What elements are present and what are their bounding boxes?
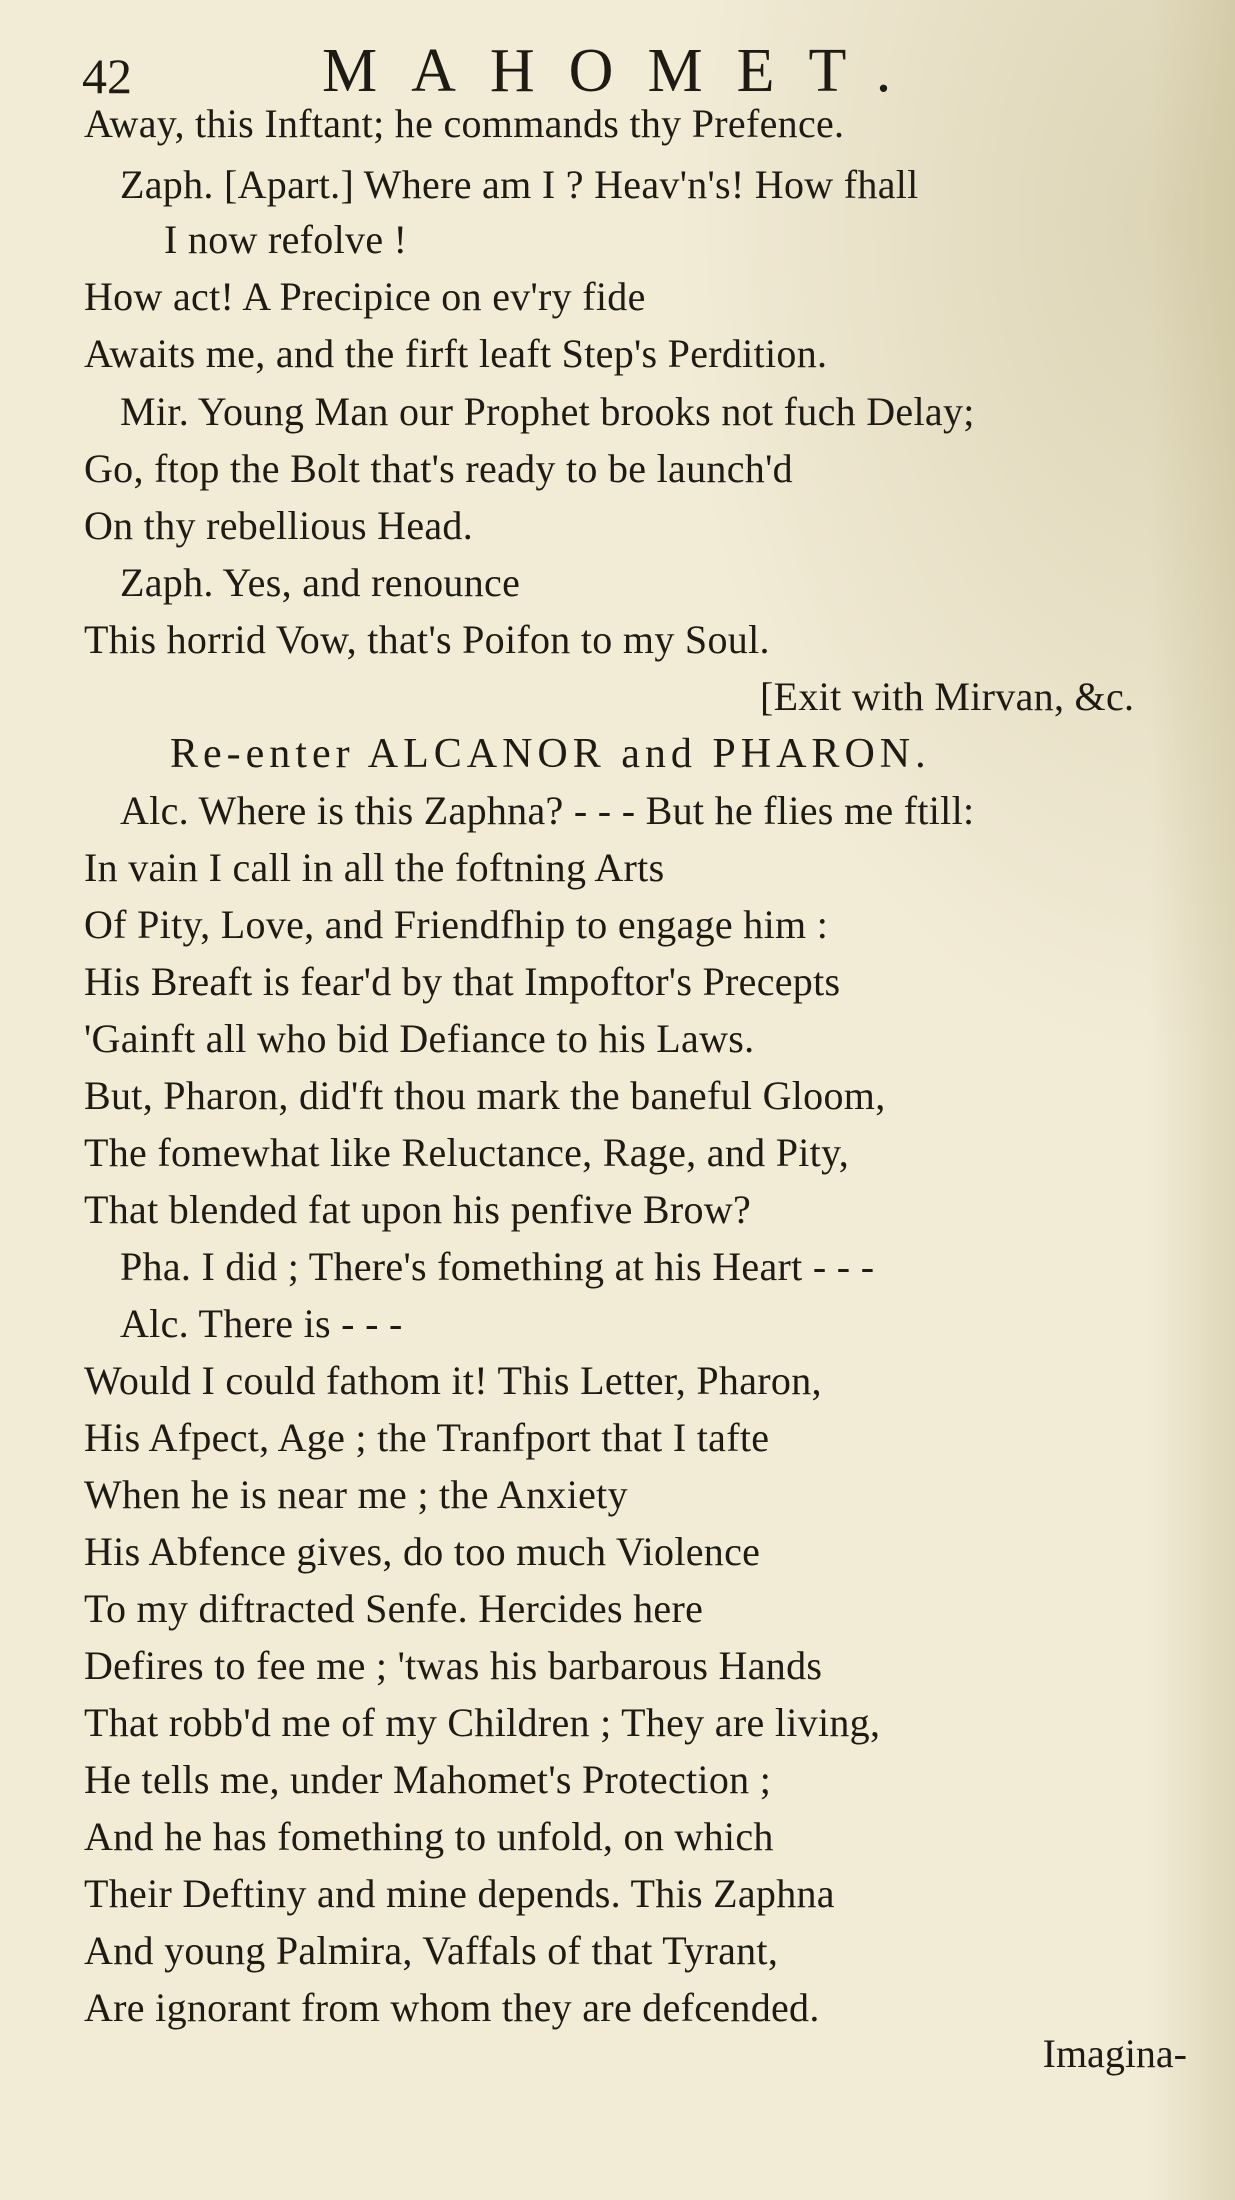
text-line: Zaph. Yes, and renounce [120,560,521,605]
text-line: To my diftracted Senfe. Hercides here [84,1586,704,1631]
text-line: Would I could fathom it! This Letter, Pharon, [84,1358,822,1403]
text-line: But, Pharon, did'ft thou mark the baneful Gloom, [84,1073,886,1118]
text-line: This horrid Vow, that's Poifon to my Soul. [84,617,770,662]
text-line: Alc. Where is this Zaphna? - - - But he flies me ftill: [120,788,975,833]
text-line: Go, ftop the Bolt that's ready to be launch'd [84,446,793,491]
running-title: MAHOMET. [322,37,926,105]
page-header [82,18,1182,108]
text-line: Away, this Inftant; he commands thy Prefence. [84,101,845,146]
text-line: His Breaft is fear'd by that Impoftor's Precepts [84,959,841,1004]
text-line: That blended fat upon his penfive Brow? [84,1187,752,1232]
text-line: His Afpect, Age ; the Tranfport that I tafte [84,1415,770,1460]
text-line: Mir. Young Man our Prophet brooks not fuch Delay; [120,389,975,434]
text-line: That robb'd me of my Children ; They are living, [84,1700,881,1745]
text-line: On thy rebellious Head. [84,503,474,548]
stage-direction: Re-enter ALCANOR and PHARON. [170,731,931,777]
text-line: Are ignorant from whom they are defcended. [84,1985,820,2030]
text-line: Defires to fee me ; 'twas his barbarous Hands [84,1643,823,1688]
page-number: 42 [82,48,132,104]
text-line: Awaits me, and the firft leaft Step's Perdition. [84,331,828,376]
text-line: 'Gainft all who bid Defiance to his Laws. [84,1016,755,1061]
text-line: Zaph. [Apart.] Where am I ? Heav'n's! How fhall [120,162,919,207]
catchword: Imagina- [1042,2031,1187,2076]
text-line: In vain I call in all the foftning Arts [84,845,665,890]
text-line: He tells me, under Mahomet's Protection ; [84,1757,772,1802]
text-line: Alc. There is - - - [120,1301,403,1346]
text-line: The fomewhat like Reluctance, Rage, and Pity, [84,1130,850,1175]
text-line: And young Palmira, Vaffals of that Tyrant, [84,1928,779,1973]
text-line: When he is near me ; the Anxiety [84,1472,628,1517]
text-line: I now refolve ! [164,217,408,262]
text-line: How act! A Precipice on ev'ry fide [84,274,646,319]
stage-direction: [Exit with Mirvan, &c. [760,674,1135,719]
text-line: And he has fomething to unfold, on which [84,1814,774,1859]
text-line: Of Pity, Love, and Friendfhip to engage him : [84,902,829,947]
text-line: Pha. I did ; There's fomething at his Heart - - - [120,1244,875,1289]
text-line: Their Deftiny and mine depends. This Zaphna [84,1871,835,1916]
text-line: His Abfence gives, do too much Violence [84,1529,761,1574]
